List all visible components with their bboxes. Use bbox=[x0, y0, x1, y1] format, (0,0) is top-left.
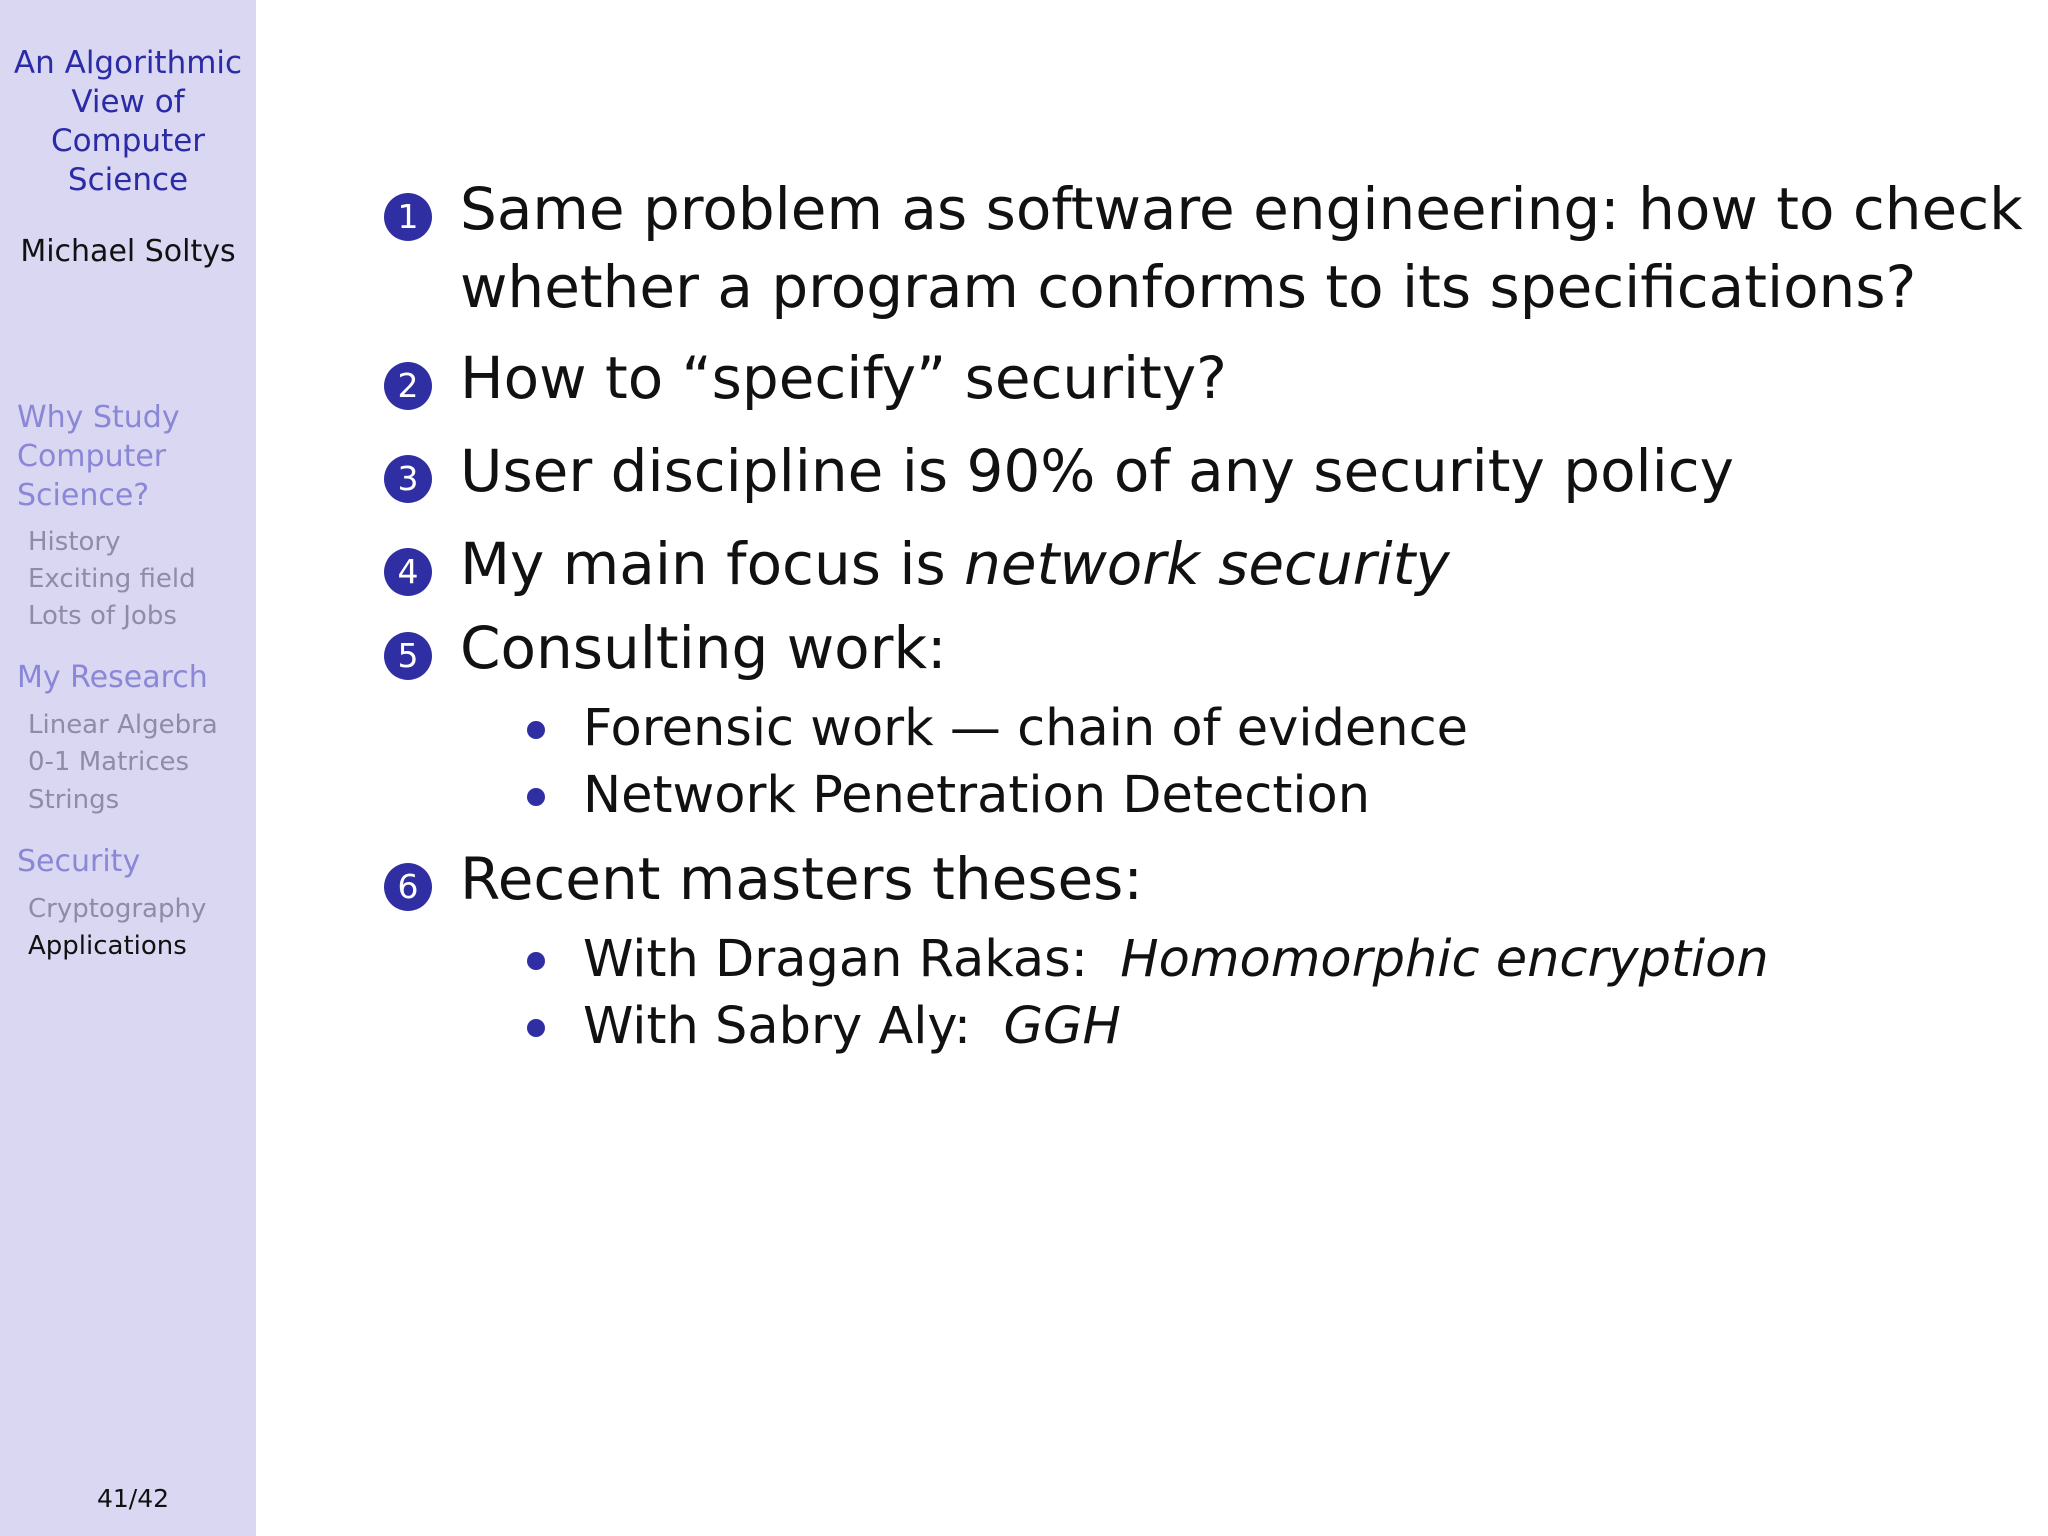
item-number-badge: 6 bbox=[384, 863, 432, 911]
section-line: My Research bbox=[17, 660, 208, 695]
sidebar-section-security[interactable] bbox=[17, 842, 140, 881]
item-text: How to “specify” security? bbox=[460, 344, 1227, 412]
item-text bbox=[460, 525, 1960, 603]
item-number-badge: 2 bbox=[384, 362, 432, 410]
sidebar-section-my-research[interactable] bbox=[17, 658, 208, 697]
section-line: Why Study bbox=[17, 400, 180, 435]
bullet-text bbox=[583, 994, 1121, 1060]
section-line: Security bbox=[17, 844, 141, 879]
sidebar-section-why-study[interactable] bbox=[17, 398, 180, 515]
sidebar-item-01-matrices[interactable]: 0-1 Matrices bbox=[28, 747, 190, 777]
item-line: whether a program conforms to its specifications? bbox=[460, 253, 1917, 321]
bullet-dot bbox=[527, 721, 545, 739]
sidebar-item-strings[interactable]: Strings bbox=[28, 785, 120, 815]
page-indicator: 41/42 bbox=[96, 1484, 170, 1513]
section-line: Science? bbox=[17, 478, 150, 513]
item-text-prefix: My main focus is bbox=[460, 530, 965, 598]
item-line: Same problem as software engineering: how to check bbox=[460, 175, 2023, 243]
bullet-text-prefix: With Dragan Rakas: bbox=[583, 930, 1121, 989]
item-number-badge: 4 bbox=[384, 548, 432, 596]
title-line: Computer bbox=[50, 123, 206, 159]
bullet-text-prefix: With Sabry Aly: bbox=[583, 997, 1004, 1056]
sidebar-item-linear-algebra[interactable]: Linear Algebra bbox=[28, 710, 218, 740]
bullet-text: Network Penetration Detection bbox=[583, 766, 1371, 825]
item-text: Consulting work: bbox=[460, 614, 947, 682]
item-number-badge: 3 bbox=[384, 455, 432, 503]
item-text: User discipline is 90% of any security policy bbox=[460, 437, 1734, 505]
title-line: View of bbox=[71, 84, 185, 120]
bullet-text-emphasis: Homomorphic encryption bbox=[1120, 930, 1769, 989]
title-line: Science bbox=[67, 162, 189, 198]
section-line: Computer bbox=[17, 439, 167, 474]
item-text: Recent masters theses: bbox=[460, 845, 1143, 913]
bullet-text: Forensic work — chain of evidence bbox=[583, 699, 1469, 758]
item-text-emphasis: network security bbox=[964, 530, 1450, 598]
sidebar-item-history[interactable]: History bbox=[28, 527, 121, 557]
sidebar-item-applications[interactable]: Applications bbox=[28, 931, 187, 961]
item-number-badge: 5 bbox=[384, 632, 432, 680]
author-name[interactable]: Michael Soltys bbox=[20, 234, 236, 269]
sidebar-item-cryptography[interactable]: Cryptography bbox=[28, 894, 207, 924]
slide-content bbox=[256, 0, 2048, 1536]
item-number-badge: 1 bbox=[384, 193, 432, 241]
title-line: An Algorithmic bbox=[13, 45, 243, 81]
bullet-dot bbox=[527, 952, 545, 970]
presentation-title[interactable] bbox=[0, 44, 256, 200]
sidebar-item-exciting-field[interactable]: Exciting field bbox=[28, 564, 196, 594]
sidebar bbox=[0, 0, 256, 1536]
sidebar-item-lots-of-jobs[interactable]: Lots of Jobs bbox=[28, 601, 177, 631]
bullet-dot bbox=[527, 1019, 545, 1037]
item-text bbox=[460, 170, 2023, 326]
bullet-text bbox=[583, 927, 1769, 993]
bullet-text-emphasis: GGH bbox=[1003, 997, 1121, 1056]
bullet-dot bbox=[527, 788, 545, 806]
